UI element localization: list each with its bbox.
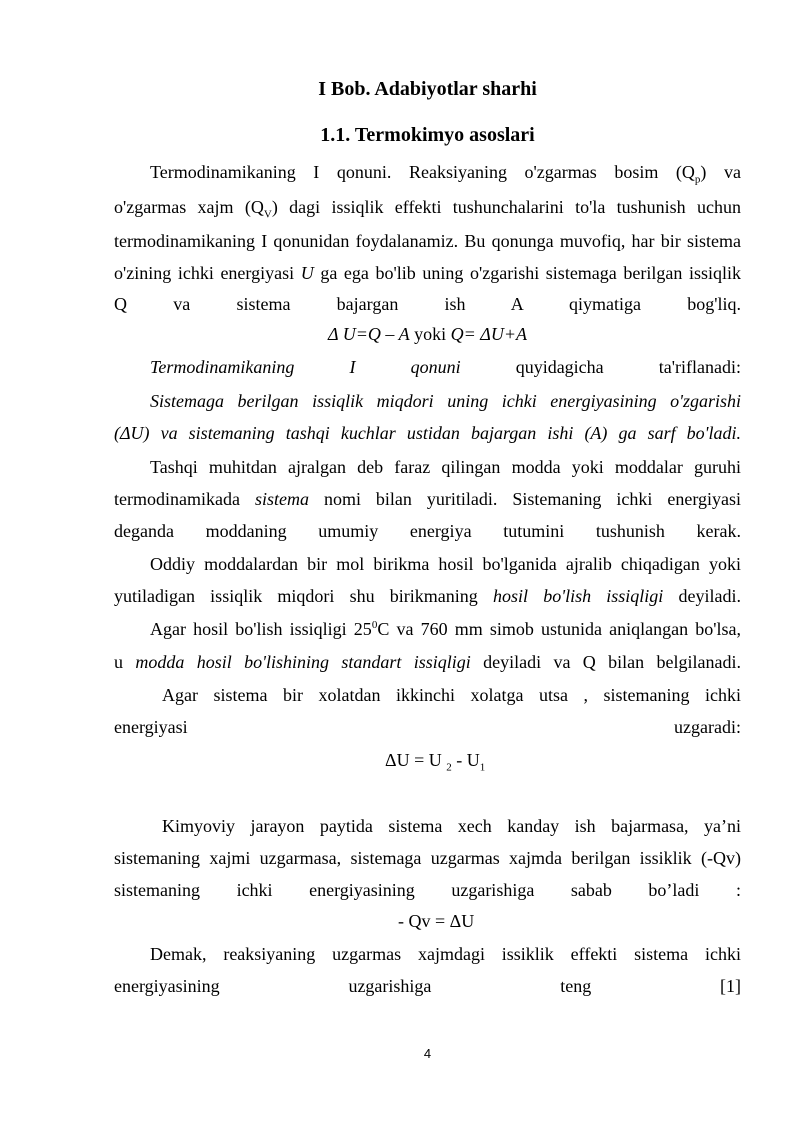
definition-line: (ΔU) va sistemaning tashqi kuchlar ustidan bajargan ishi (A) ga sarf bo'ladi. [114,423,741,443]
definition-line: Sistemaga berilgan issiqlik miqdori uning ichki energiyasining o'zgarishi [150,391,741,411]
paragraph-line: Termodinamikaning I qonuni quyidagicha ta'riflanadi: [150,357,741,377]
chapter-title: I Bob. Adabiyotlar sharhi [318,78,537,100]
paragraph-line: yutiladigan issiqlik miqdori shu birikmaning hosil bo'lish issiqligi deyiladi. [114,586,741,606]
paragraph-line: Agar sistema bir xolatdan ikkinchi xolatga utsa , sistemaning ichki [162,685,741,705]
paragraph-line: Oddiy moddalardan bir mol birikma hosil bo'lganida ajralib chiqadigan yoki [150,554,741,574]
paragraph-line: Kimyoviy jarayon paytida sistema xech kanday ish bajarmasa, ya’ni [162,816,741,836]
paragraph-line: energiyasining uzgarishiga teng [1] [114,976,741,996]
formula-heat-energy: - Qv = ΔU [398,911,475,931]
paragraph-line: deganda moddaning umumiy energiya tutumini tushunish kerak. [114,521,741,541]
paragraph-line: Demak, reaksiyaning uzgarmas xajmdagi issiklik effekti sistema ichki [150,944,741,964]
paragraph-line: termodinamikada sistema nomi bilan yuritiladi. Sistemaning ichki energiyasi [114,489,741,509]
paragraph-line: Termodinamikaning I qonuni. Reaksiyaning o'zgarmas bosim $(Q_p)$ va [150,162,741,186]
paragraph-line: Agar hosil bo'lish issiqligi $25^0C$ va 760 mm simob ustunida aniqlangan bo'lsa, [150,619,741,639]
section-title: 1.1. Termokimyo asoslari [320,124,535,146]
paragraph-line: sistemaning xajmi uzgarmasa, sistemaga uzgarmas xajmda berilgan issiklik (-Qv) [114,848,741,868]
paragraph-line: Q va sistema bajargan ish A qiymatiga bog'liq. [114,294,741,314]
paragraph-line: sistemaning ichki energiyasining uzgarishiga sabab bo’ladi : [114,880,741,900]
paragraph-line: Tashqi muhitdan ajralgan deb faraz qilingan modda yoki moddalar guruhi [150,457,741,477]
paragraph-line: u modda hosil bo'lishining standart issiqligi deyiladi va Q bilan belgilanadi. [114,652,742,672]
formula-energy-change: ΔU = U $_2 - U_1$ [385,750,486,774]
paragraph-line: o'zining ichki energiyasi U ga ega bo'lib uning o'zgarishi sistemaga berilgan issiqlik [114,263,741,283]
paragraph-line: energiyasi uzgaradi: [114,717,741,737]
paragraph-line: termodinamikaning I qonunidan foydalanamiz. Bu qonunga muvofiq, har bir sistema [114,231,741,251]
page-number: 4 [423,1046,432,1061]
paragraph-line: o'zgarmas xajm $(Q_V)$ dagi issiqlik effekti tushunchalarini to'la tushunish uchun [114,197,741,221]
formula-first-law: Δ U=Q – A yoki Q= ΔU+A [328,324,527,344]
